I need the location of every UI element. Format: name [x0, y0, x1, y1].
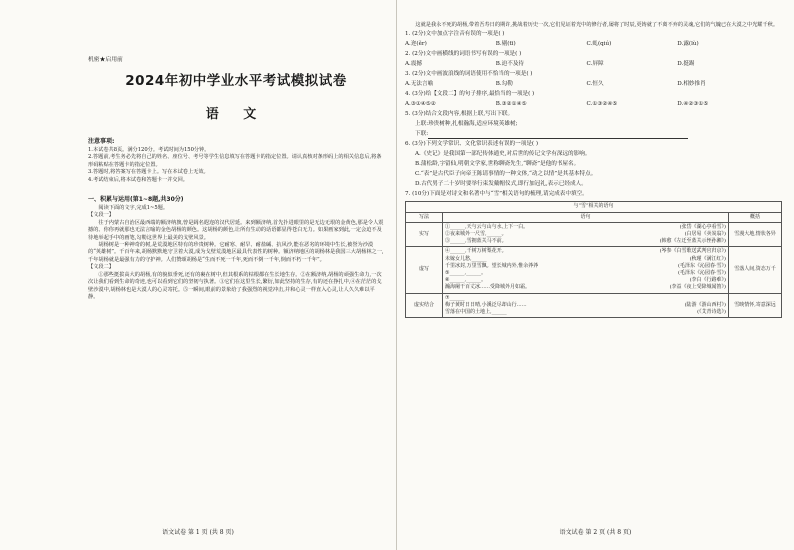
- quote-line: [445, 284, 726, 291]
- quote-source: (张岱《湖心亭看雪》): [679, 223, 726, 230]
- question-1: 1. (2分)文中加点字注音有误的一项是( ): [405, 31, 505, 38]
- quote-text[interactable]: 梅子黄时日日晴,小溪泛尽却山行……: [445, 301, 527, 308]
- notice-list: [88, 147, 384, 184]
- option[interactable]: A.迩(ěr): [405, 41, 427, 48]
- question-6-option[interactable]: D.古代男子二十岁时要举行束发戴帽仪式,即行加冠礼,表示已经成人。: [415, 181, 587, 188]
- section-heading: 一、积累与运用(第1~8题,共30分): [88, 196, 184, 204]
- quote-text[interactable]: 千里冰封,万里雪飘。望长城内外,惟余莽莽: [445, 262, 539, 269]
- quote-source: (毛泽东《沁园春·雪》): [678, 270, 726, 277]
- answer-blank[interactable]: [428, 132, 688, 139]
- option[interactable]: A.无法言喻: [405, 81, 434, 88]
- notice-item: 2.答题前,考生务必先将自己的姓名、座位号、考号等学生信息填写在答题卡的指定位置。请认真核对条形码上的相关信息后,将条形码粘贴在答题卡的指定位置。: [88, 154, 382, 168]
- question-6-option[interactable]: C.“表”是古代臣子向帝王陈请事情的一种文体,“动之以情”是其基本特点。: [415, 171, 597, 178]
- quote-line: [445, 309, 726, 316]
- quote-source: (岑参《白雪歌送武判官归京》): [659, 248, 726, 255]
- page-footer: 语文试卷 第 2 页 (共 8 页): [559, 529, 632, 536]
- table-header: 概括: [729, 212, 782, 222]
- method-cell: 实写: [406, 222, 443, 247]
- question-3: 3. (2分)文中画波浪线的词语使用不恰当的一项是( ): [405, 71, 533, 78]
- question-6-option[interactable]: A.《史记》是我国第一部纪传体通史,对后世的传记文学有深远的影响。: [415, 151, 591, 158]
- quote-text[interactable]: 未嫁女儿愁,______: [445, 255, 487, 262]
- quote-line: [445, 270, 726, 277]
- quote-source: (李益《夜上受降城闻笛》): [669, 284, 726, 291]
- quote-source: (韩愈《左迁至蓝关示侄孙湘》): [659, 238, 726, 245]
- quote-source: (毛泽东《沁园春·雪》): [678, 262, 726, 269]
- text-a-paragraph-1: 往于内蒙古自治区最西端的额济纳旗,曾是阔名遐迩的汉代居延。来到额济纳,首先扑进眼里的是无边无垠的金黄色,那是令人震撼的、你你再就那也无法言喻的金色胡杨的颜色。这胡杨的颜色,让所有生动的话语都显得苍白无力。如果画家到此,一定会迫不及待地举起手中的画笔,勾勒这世界上最美的戈壁风景。: [88, 219, 384, 241]
- option[interactable]: B.迫不及待: [495, 61, 525, 68]
- option[interactable]: C.虬(qiú): [586, 41, 612, 48]
- quote-source: (《艾青诗选》): [697, 309, 726, 316]
- quote-line: [445, 295, 726, 302]
- quote-text[interactable]: ①______,天与云与山与水,上下一白。: [445, 223, 529, 230]
- quote-text[interactable]: ⑤______,______。: [445, 270, 487, 277]
- option[interactable]: A.③①④⑤②: [405, 101, 436, 108]
- summary-cell: 雪映情怀,寄意深远: [729, 293, 782, 318]
- option[interactable]: D.露(lù): [677, 41, 699, 48]
- question-6: 6. (3分)下列文学常识、文化常识表述有误的一项是( ): [405, 141, 539, 148]
- summary-cell: 雪漫大地,情状各异: [729, 222, 782, 247]
- continued-text: 这就是我永不死的胡杨,带着吾寿日的期许,挑战着历史一次,它们见证着光中的修行者,屡将了时辰,更铸就了不离不弃的灵魂,它们的气魄已在大漠之中光耀千秋。: [415, 22, 779, 28]
- option[interactable]: B.剔(tī): [495, 41, 516, 48]
- quote-text[interactable]: ③______,雪拥蓝关马不前。: [445, 238, 507, 245]
- question-3-options: [405, 79, 782, 89]
- quote-source: (陆游《游山西村》): [684, 301, 726, 308]
- couplet-lower: [405, 129, 782, 139]
- method-cell: 虚写: [406, 247, 443, 293]
- question-4-options: [405, 99, 782, 109]
- option[interactable]: B.③②①④⑤: [495, 101, 527, 108]
- option[interactable]: D.④②③①⑤: [677, 101, 709, 108]
- quote-text[interactable]: 瀚海阑干百丈冰……受降城外月如霜。: [445, 284, 531, 291]
- question-2-options: [405, 59, 782, 69]
- quote-text[interactable]: ②夜来城外一尺雪,______。: [445, 231, 507, 238]
- summary-cell: 雪落人间,资态万千: [729, 247, 782, 293]
- option[interactable]: C.恒久: [586, 81, 604, 88]
- table-row: [406, 222, 782, 247]
- quote-text[interactable]: ⑥______,______。: [445, 277, 487, 284]
- question-6-option[interactable]: B.蒲松龄,字留仙,明朝文学家,世称聊斋先生,“聊斋”是他的书屋名。: [415, 161, 580, 168]
- snow-quote-table: [405, 201, 782, 318]
- subject-title: 语 文: [205, 107, 267, 122]
- option[interactable]: B.勾勒: [495, 81, 513, 88]
- quotes-cell: [443, 222, 729, 247]
- question-2: 2. (2分)文中画横线的词语书写有误的一项是( ): [405, 51, 522, 58]
- table-row: [406, 293, 782, 318]
- quote-source: (秋瑾《满江红》): [689, 255, 726, 262]
- reading-instruction: 阅读下面的文字,完成1~5题。: [98, 205, 169, 212]
- couplet-upper: 上联:珍贵树种,扎根瀚海,适应环境英雄树;: [415, 121, 518, 128]
- quote-line: [445, 263, 726, 270]
- notice-title: 注意事项:: [88, 138, 115, 145]
- option[interactable]: D.相妙推肖: [677, 81, 706, 88]
- table-row: [406, 247, 782, 293]
- quote-line: [445, 256, 726, 263]
- quote-text[interactable]: ⑦______: [445, 294, 465, 301]
- quote-source: (白居易《卖炭翁》): [684, 231, 726, 238]
- table-header: 语句: [443, 212, 729, 222]
- text-a-label: 【文段一】: [88, 212, 114, 219]
- couplet-lower-label: 下联:: [415, 131, 429, 138]
- page-footer: 语文试卷 第 1 页 (共 8 页): [162, 529, 234, 536]
- quote-line: [445, 238, 726, 245]
- quote-text[interactable]: 雪落在中国的土地上,______: [445, 309, 507, 316]
- text-a-paragraph-2: 胡杨树是一种神奇的树,是荒漠地区特有的珍贵树种。它耐寒、耐旱、耐盐碱、抗风沙,能在恶劣的环境中生长,被誉为沙漠的“英雄树”。千百年来,胡杨默默地守卫着大漠,成为戈壁荒漠地区最具代表性的树种。额济纳地区的胡杨林是我国三大胡杨林之一,千年胡杨就是最强有力的守护神。人们赞颂胡杨是“生而不死一千年,死而不倒一千年,倒而不朽一千年”。: [88, 242, 384, 263]
- question-7: 7. (10分)下面是对诗文和名著中与“雪”相关语句的梳理,请完成表中填空。: [405, 191, 588, 198]
- option[interactable]: C.①③②④⑤: [586, 101, 618, 108]
- page-title: 2024年初中学业水平考试模拟试卷: [125, 73, 347, 89]
- question-1-options: [405, 39, 782, 49]
- quote-text[interactable]: ④______,千树万树梨花开。: [445, 248, 507, 255]
- table-title: 与“雪”相关的语句: [406, 202, 782, 212]
- text-b-label: 【文段二】: [88, 264, 114, 271]
- quote-line: [445, 248, 726, 255]
- quote-source: (李白《行路难》): [689, 277, 726, 284]
- method-cell: 虚实结合: [406, 293, 443, 318]
- quote-line: [445, 224, 726, 231]
- exam-page-2: [397, 0, 794, 550]
- option[interactable]: C.屏障: [586, 61, 604, 68]
- option[interactable]: D.挺踢: [677, 61, 695, 68]
- table-header: 写法: [406, 212, 443, 222]
- question-4: 4. (3分)给【文段二】的句子排序,最恰当的一项是( ): [405, 91, 535, 98]
- question-5: 5. (3分)结合文段内容,根据上联,写出下联。: [405, 111, 514, 118]
- quotes-cell: [443, 293, 729, 318]
- notice-item: 3.答题时,将答案写在答题卡上。写在本试卷上无效。: [88, 169, 209, 176]
- quotes-cell: [443, 247, 729, 293]
- notice-item: 4.考试结束后,将本试卷和答题卡一并交回。: [88, 176, 188, 183]
- text-b-paragraph: ①那些挺拔高大的胡杨,有的貌似垂死,还有的裹在树中,但其根系的枯根都在生长地生存。②在额济纳,胡杨的顽强生命力,一次次让我们看到生命的奇迹,也可以看到它们的坚韧与执著。③它们在这里生长,繁衍,如此坚持的生存,有的还在挣扎中,④在茫茫的戈壁沙漠中,胡杨林也是大漠人的心灵寄托。⑤一瞬间,眼前的景象给了我强烈的视觉冲击,并和心灵一样直入心灵,让人久久难以平静。: [88, 271, 382, 300]
- quote-line: [445, 302, 726, 309]
- secret-label: 机密★启用前: [88, 57, 123, 63]
- option[interactable]: A.震撼: [405, 61, 423, 68]
- notice-item: 1.本试卷共8页。满分120分。考试时间为150分钟。: [88, 147, 210, 153]
